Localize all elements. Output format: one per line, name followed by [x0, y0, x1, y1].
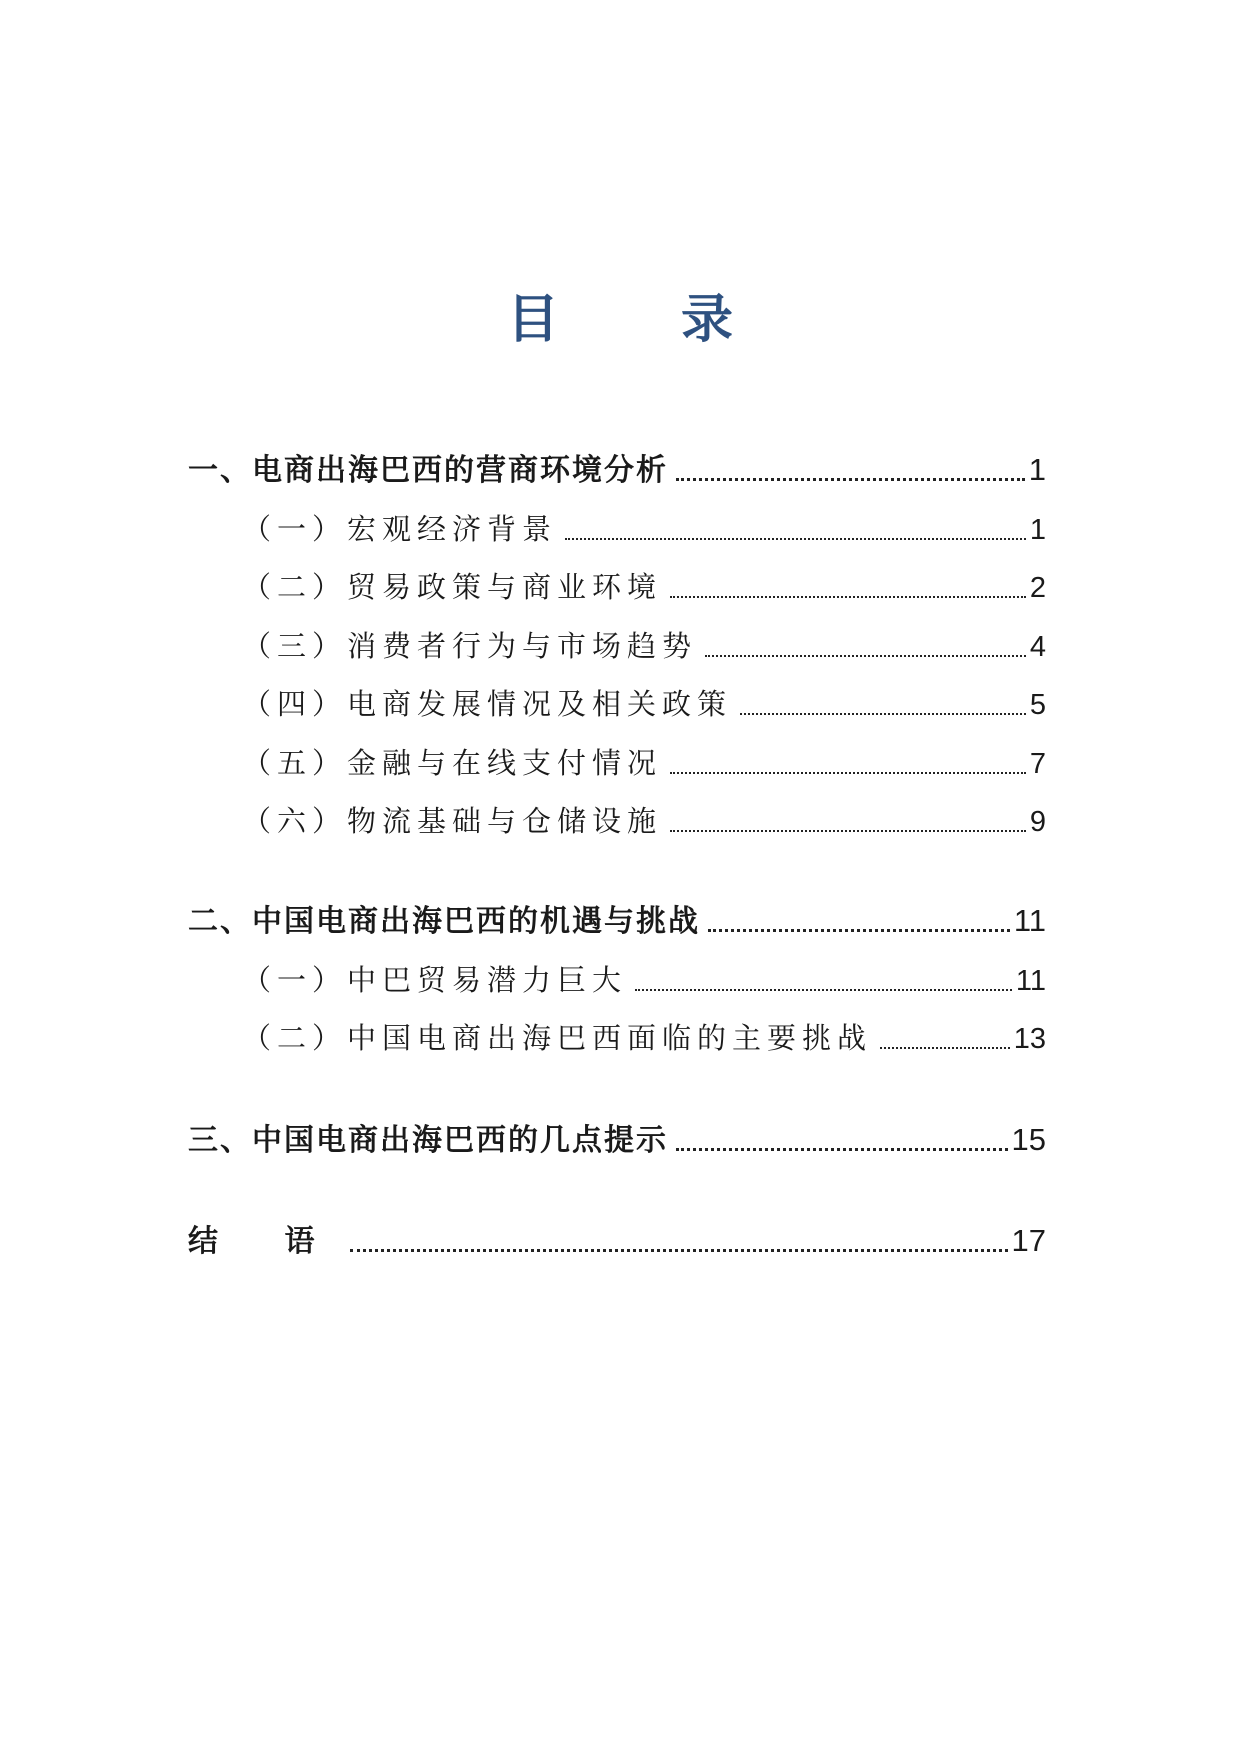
- toc-entry-section-1-1[interactable]: [188, 507, 1046, 551]
- toc-page-number: 1: [1029, 514, 1046, 546]
- toc-dot-leader: [676, 1148, 1008, 1151]
- toc-entry-section-1-6[interactable]: [188, 799, 1046, 843]
- toc-entry-label: （二）贸易政策与商业环境: [242, 570, 663, 604]
- toc-entry-label: 三、中国电商出海巴西的几点提示: [188, 1123, 668, 1158]
- toc-entry-section-2-1[interactable]: [188, 958, 1046, 1002]
- toc-page-number: 9: [1029, 806, 1046, 838]
- toc-page-number: 4: [1029, 631, 1046, 663]
- toc-entry-label: （一）中巴贸易潜力巨大: [242, 963, 628, 997]
- toc-entry-label: 二、中国电商出海巴西的机遇与挑战: [188, 904, 700, 939]
- toc-entry-section-1-4[interactable]: [188, 682, 1046, 726]
- toc-entry-label: （二）中国电商出海巴西面临的主要挑战: [242, 1021, 873, 1055]
- toc-dot-leader: [676, 478, 1025, 481]
- toc-page-number: 17: [1011, 1223, 1046, 1258]
- toc-dot-leader: [670, 772, 1026, 774]
- toc-dot-leader: [565, 538, 1026, 540]
- toc-dot-leader: [670, 830, 1026, 832]
- toc-page-number: 15: [1011, 1122, 1046, 1157]
- toc-entry-label: 一、电商出海巴西的营商环境分析: [188, 453, 668, 488]
- toc-dot-leader: [708, 929, 1010, 932]
- toc-entry-section-3[interactable]: [188, 1118, 1046, 1162]
- toc-entry-label: （六）物流基础与仓储设施: [242, 804, 663, 838]
- page-title: 目 录: [506, 289, 786, 350]
- toc-page-number: 11: [1013, 903, 1046, 938]
- toc-dot-leader: [670, 596, 1026, 598]
- toc-entry-label: （一）宏观经济背景: [242, 512, 558, 546]
- toc-entry-section-1-3[interactable]: [188, 624, 1046, 668]
- toc-dot-leader: [350, 1249, 1007, 1252]
- toc-entry-label: （五）金融与在线支付情况: [242, 746, 663, 780]
- toc-page-number: 2: [1029, 572, 1046, 604]
- toc-dot-leader: [705, 655, 1026, 657]
- toc-dot-leader: [635, 989, 1012, 991]
- toc-page-number: 13: [1013, 1023, 1046, 1055]
- toc-entry-section-2[interactable]: [188, 899, 1046, 943]
- toc-page-number: 5: [1029, 689, 1046, 721]
- toc-dot-leader: [740, 713, 1026, 715]
- toc-entry-label: 结 语: [188, 1224, 343, 1259]
- toc-page-number: 7: [1029, 748, 1046, 780]
- toc-entry-label: （三）消费者行为与市场趋势: [242, 629, 698, 663]
- toc-entry-label: （四）电商发展情况及相关政策: [242, 687, 733, 721]
- toc-dot-leader: [880, 1047, 1010, 1049]
- toc-entry-section-1[interactable]: [188, 448, 1046, 492]
- toc-entry-conclusion[interactable]: [188, 1219, 1046, 1263]
- toc-entry-section-1-2[interactable]: [188, 565, 1046, 609]
- toc-page-number: 11: [1015, 965, 1046, 997]
- toc-entry-section-2-2[interactable]: [188, 1016, 1046, 1060]
- toc-entry-section-1-5[interactable]: [188, 741, 1046, 785]
- toc-page-number: 1: [1028, 452, 1046, 487]
